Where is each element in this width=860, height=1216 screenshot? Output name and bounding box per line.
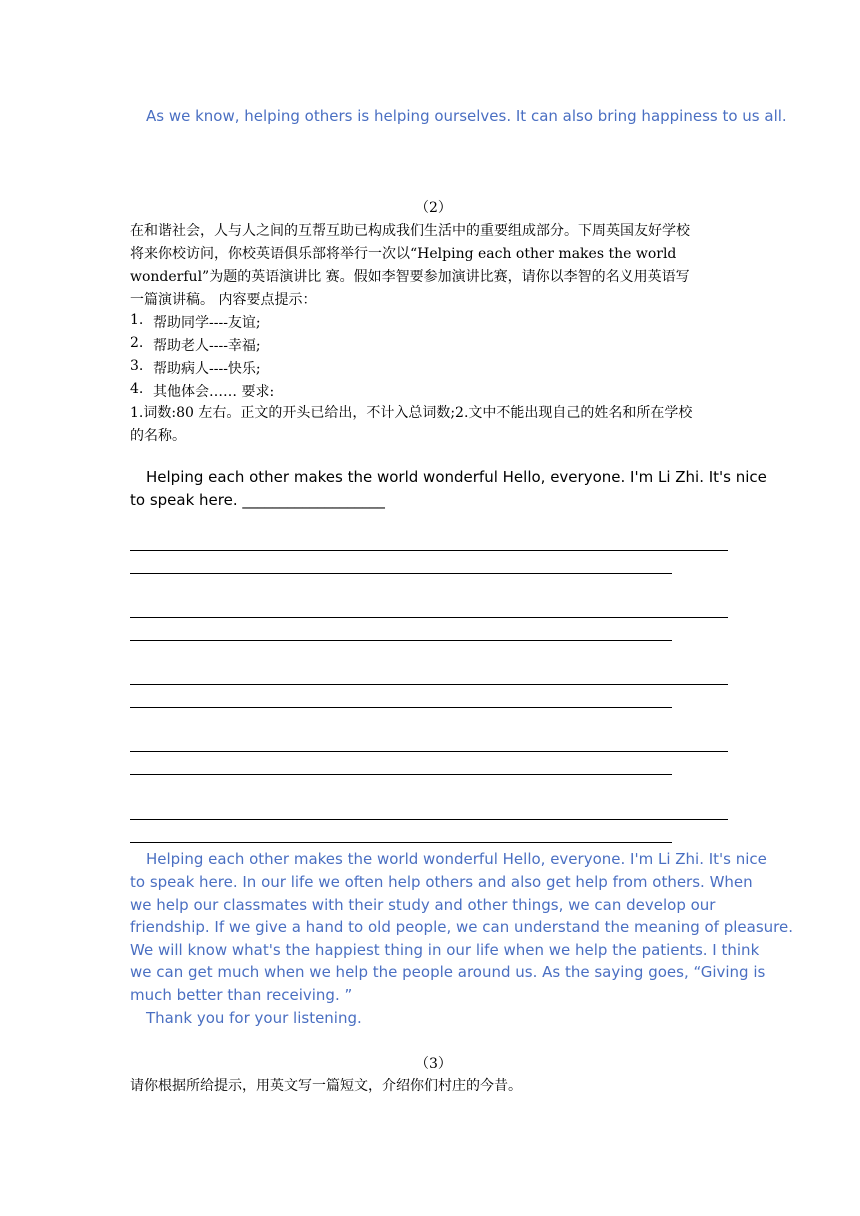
answer-line: friendship. If we give a hand to old people, we can understand the meaning of pleasure. xyxy=(130,918,793,936)
writing-line xyxy=(130,684,728,685)
prompt-line: 一篇演讲稿。 内容要点提示： xyxy=(130,292,317,308)
prompt-line: 请你根据所给提示，用英文写一篇短文，介绍你们村庄的今昔。 xyxy=(130,1078,522,1094)
answer-line: Thank you for your listening. xyxy=(146,1009,362,1027)
prompt-line: wonderful”为题的英语演讲比 赛。假如李智要参加演讲比赛，请你以李智的名义用英语写 xyxy=(130,269,690,285)
prompt-line: 将来你校访问，你校英语俱乐部将举行一次以“Helping each other makes the world xyxy=(130,246,677,262)
answer-line: Helping each other makes the world wonderful Hello, everyone. I'm Li Zhi. It's nice xyxy=(146,850,767,868)
point-text: 帮助老人----幸福; xyxy=(153,338,261,354)
writing-line xyxy=(130,573,672,574)
requirement-line: 的名称。 xyxy=(130,428,186,444)
section-number-2: （2） xyxy=(415,200,452,216)
section-number-3: （3） xyxy=(415,1056,452,1072)
writing-line xyxy=(130,707,672,708)
prompt-line: 在和谐社会，人与人之间的互帮互助已构成我们生活中的重要组成部分。下周英国友好学校 xyxy=(130,223,690,239)
answer-text-part1: As we know, helping others is helping ourselves. It can also bring happiness to us all. xyxy=(146,107,787,125)
point-number: 4. xyxy=(130,381,144,397)
point-number: 1. xyxy=(130,312,144,328)
answer-line: much better than receiving. ” xyxy=(130,986,353,1004)
point-text: 其他体会…… 要求: xyxy=(153,384,275,400)
point-text: 帮助同学----友谊; xyxy=(153,315,261,331)
point-number: 2. xyxy=(130,335,144,351)
writing-line xyxy=(130,819,728,820)
writing-line xyxy=(130,640,672,641)
writing-line xyxy=(130,617,728,618)
writing-line xyxy=(130,842,672,843)
opening-line: to speak here. ___________________ xyxy=(130,491,385,509)
writing-line xyxy=(130,550,728,551)
point-number: 3. xyxy=(130,358,144,374)
requirement-line: 1.词数:80 左右。正文的开头已给出，不计入总词数;2.文中不能出现自己的姓名和所在学校 xyxy=(130,405,693,421)
answer-line: We will know what's the happiest thing in our life when we help the patients. I think xyxy=(130,941,760,959)
writing-line xyxy=(130,774,672,775)
answer-line: we help our classmates with their study and other things, we can develop our xyxy=(130,896,716,914)
opening-line: Helping each other makes the world wonderful Hello, everyone. I'm Li Zhi. It's nice xyxy=(146,468,767,486)
writing-line xyxy=(130,751,728,752)
answer-line: to speak here. In our life we often help others and also get help from others. When xyxy=(130,873,753,891)
point-text: 帮助病人----快乐; xyxy=(153,361,261,377)
answer-line: we can get much when we help the people around us. As the saying goes, “Giving is xyxy=(130,963,766,981)
